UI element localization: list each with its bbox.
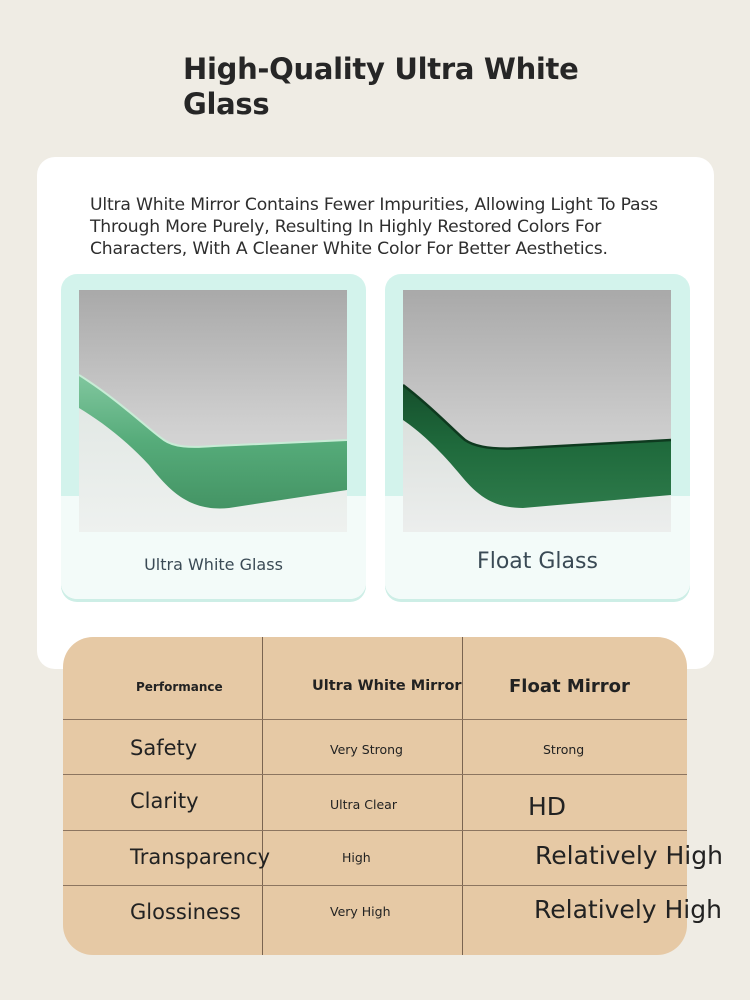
column-divider: [262, 637, 263, 955]
cell-transparency-float: Relatively High: [535, 841, 723, 870]
row-label-transparency: Transparency: [130, 845, 271, 869]
ultra-white-glass-image: [79, 290, 347, 532]
row-label-clarity: Clarity: [130, 789, 199, 813]
description-text: Ultra White Mirror Contains Fewer Impurities, Allowing Light To Pass Through More Purely, Resulting In Highly Restored Colors For Characters, With A Cleaner White Color For Better Aesthetics.: [90, 195, 658, 259]
row-label-glossiness: Glossiness: [130, 900, 241, 924]
header-ultra-white-mirror: Ultra White Mirror: [312, 678, 462, 694]
page-title: High-Quality Ultra White Glass: [183, 52, 579, 121]
cell-glossiness-ultra: Very High: [330, 904, 391, 919]
header-performance: Performance: [136, 680, 223, 694]
float-glass-image: [403, 290, 671, 532]
float-glass-caption: Float Glass: [477, 549, 598, 574]
column-divider: [462, 637, 463, 955]
float-glass-panel: [385, 274, 690, 599]
cell-glossiness-float: Relatively High: [534, 895, 722, 924]
row-divider: [63, 774, 687, 775]
cell-transparency-ultra: High: [342, 850, 371, 865]
comparison-table: [63, 637, 723, 955]
header-float-mirror: Float Mirror: [509, 676, 630, 697]
cell-clarity-float: HD: [528, 792, 567, 821]
cell-safety-float: Strong: [543, 742, 585, 757]
row-label-safety: Safety: [130, 736, 198, 760]
ultra-white-glass-caption: Ultra White Glass: [144, 555, 283, 574]
cell-clarity-ultra: Ultra Clear: [330, 797, 397, 812]
row-divider: [63, 830, 687, 831]
row-divider: [63, 719, 687, 720]
cell-safety-ultra: Very Strong: [330, 742, 403, 757]
row-divider: [63, 885, 687, 886]
ultra-white-glass-panel: [61, 274, 366, 599]
